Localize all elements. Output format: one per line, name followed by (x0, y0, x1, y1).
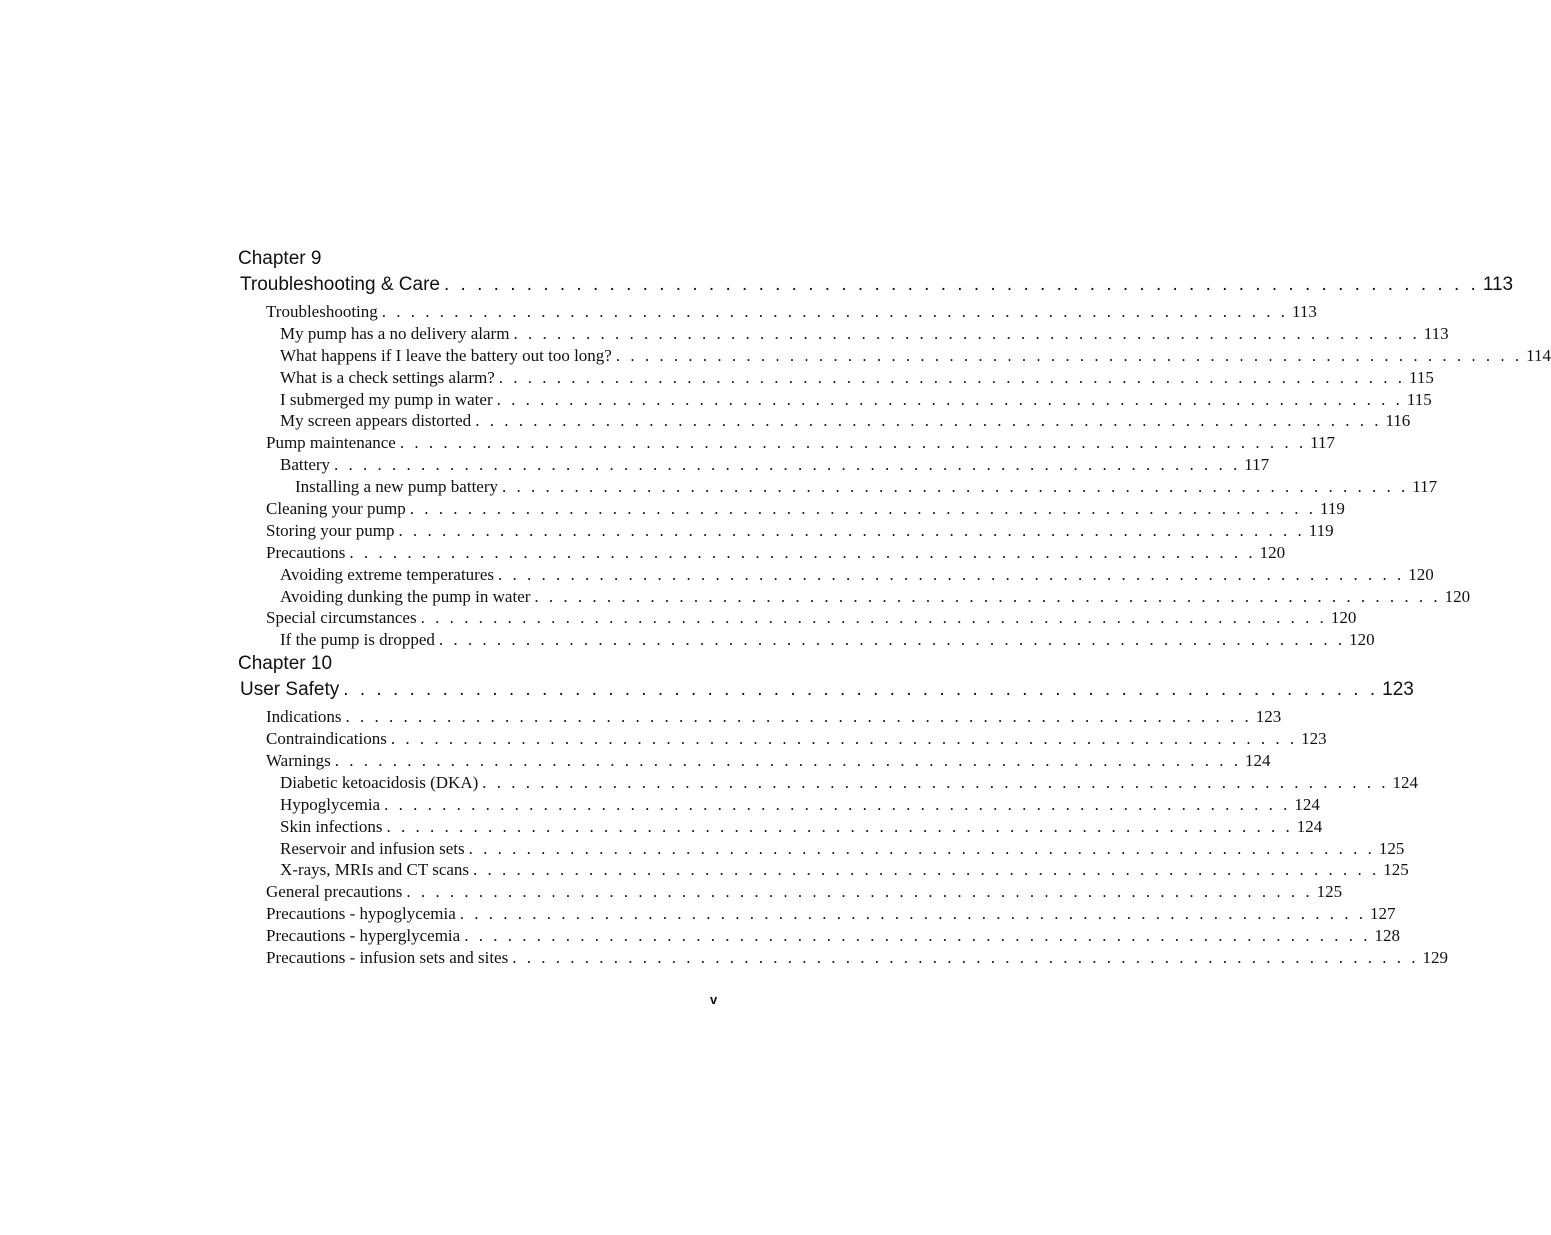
chapter-heading-page: 113 (1482, 274, 1514, 295)
toc-entry-title: Troubleshooting (266, 302, 378, 321)
toc-entry-title: Hypoglycemia (280, 794, 381, 814)
table-of-contents (238, 246, 1551, 969)
toc-entry-page: 123 (1255, 707, 1282, 727)
chapter-label: Chapter 9 (238, 248, 322, 269)
toc-entry-title: My pump has a no delivery alarm (280, 323, 510, 343)
toc-entry-title: What happens if I leave the battery out too long? (280, 345, 612, 365)
chapter-heading-title: Troubleshooting & Care (240, 274, 440, 295)
toc-entry-title: X-rays, MRIs and CT scans (280, 860, 470, 880)
toc-entry[interactable] (238, 859, 1409, 881)
dot-leader: . . . . . . . . . . . . . . . . . . . . . . . . . . . . . . . . . . . . . . . . . . . . . . . . . . . . . . . . . . . . . . . (438, 630, 1346, 650)
toc-entry-page: 117 (1412, 477, 1438, 497)
toc-entry-page: 124 (1392, 772, 1419, 792)
toc-entry[interactable] (238, 706, 1282, 728)
dot-leader: . . . . . . . . . . . . . . . . . . . . . . . . . . . . . . . . . . . . . . . . . . . . . . . . . . . . . . . . . . . . . . . (381, 302, 1289, 321)
toc-entry-title: Avoiding extreme temperatures (280, 564, 494, 584)
dot-leader: . . . . . . . . . . . . . . . . . . . . . . . . . . . . . . . . . . . . . . . . . . . . . . . . . . . . . . . . . . . . . . . (345, 707, 1252, 727)
toc-entry-title: Battery (280, 455, 331, 475)
dot-leader: . . . . . . . . . . . . . . . . . . . . . . . . . . . . . . . . . . . . . . . . . . . . . . . . . . . . . . . . . . . . . . . (399, 433, 1307, 453)
dot-leader: . . . . . . . . . . . . . . . . . . . . . . . . . . . . . . . . . . . . . . . . . . . . . . . . . . . . . . . . . . . . . . . (390, 729, 1298, 749)
toc-entry[interactable] (238, 432, 1335, 454)
toc-entry[interactable] (238, 750, 1271, 772)
toc-entry-page: 119 (1308, 520, 1334, 540)
chapter-label: Chapter 10 (238, 653, 333, 675)
toc-entry-title: Precautions - infusion sets and sites (266, 948, 509, 968)
toc-entry-title: Indications (266, 707, 342, 727)
toc-entry-title: Cleaning your pump (266, 499, 406, 519)
toc-entry-title: Skin infections (280, 816, 383, 836)
dot-leader: . . . . . . . . . . . . . . . . . . . . . . . . . . . . . . . . . . . . . . . . . . . . . . . . . . . . . . . . . . . . . . . (534, 586, 1441, 606)
toc-entry[interactable] (238, 520, 1334, 542)
toc-entry[interactable] (238, 564, 1434, 586)
dot-leader: . . . . . . . . . . . . . . . . . . . . . . . . . . . . . . . . . . . . . . . . . . . . . . . . . . . . . . . . . . . . . . . (334, 455, 1241, 475)
toc-entry[interactable] (238, 586, 1471, 608)
toc-entry-title: Storing your pump (266, 520, 395, 540)
toc-entry-title: If the pump is dropped (280, 630, 435, 650)
toc-entry-page: 128 (1374, 926, 1400, 946)
toc-entry[interactable] (238, 947, 1448, 969)
toc-entry-title: Contraindications (266, 729, 387, 749)
toc-entry[interactable] (238, 816, 1323, 838)
toc-entry-page: 120 (1408, 564, 1434, 584)
toc-entry[interactable] (238, 454, 1270, 476)
dot-leader: . . . . . . . . . . . . . . . . . . . . . . . . . . . . . . . . . . . . . . . . . . . . . . . . . . . . . . . . . . . . . . . (406, 882, 1313, 902)
toc-entry-page: 127 (1370, 904, 1396, 924)
dot-leader: . . . . . . . . . . . . . . . . . . . . . . . . . . . . . . . . . . . . . . . . . . . . . . . . . . . . . . . . . . . . . . . (498, 367, 1406, 387)
toc-entry-title: Installing a new pump battery (295, 477, 499, 497)
toc-entry-page: 119 (1320, 499, 1345, 519)
page-number: v (710, 992, 718, 1007)
dot-leader: . . . . . . . . . . . . . . . . . . . . . . . . . . . . . . . . . . . . . . . . . . . . . . . . . . . . . . . . . . . . . . . (349, 542, 1256, 562)
toc-entry-page: 117 (1310, 433, 1335, 453)
dot-leader: . . . . . . . . . . . . . . . . . . . . . . . . . . . . . . . . . . . . . . . . . . . . . . . . . . . . . . . . . . . . . . . (502, 477, 1409, 497)
toc-entry[interactable] (238, 476, 1438, 498)
toc-entry-page: 124 (1244, 751, 1271, 771)
toc-entry-title: Reservoir and infusion sets (280, 838, 465, 858)
dot-leader: . . . . . . . . . . . . . . . . . . . . . . . . . . . . . . . . . . . . . . . . . . . . . . . . . . . . . . . . . . . . . . . (386, 816, 1293, 836)
toc-entry-page: 117 (1244, 455, 1270, 475)
dot-leader: . . . . . . . . . . . . . . . . . . . . . . . . . . . . . . . . . . . . . . . . . . . . . . . . . . . . . . . . . . . . . . . (464, 926, 1371, 946)
toc-entry-page: 115 (1406, 389, 1432, 409)
toc-entry-page: 125 (1383, 860, 1409, 880)
toc-entry-title: What is a check settings alarm? (280, 367, 495, 387)
toc-entry-page: 116 (1385, 411, 1411, 431)
dot-leader: . . . . . . . . . . . . . . . . . . . . . . . . . . . . . . . . . . . . . . . . . . . . . . . . . . . . . . . . . . . . . . . (443, 274, 1479, 295)
toc-entry[interactable] (238, 498, 1345, 520)
chapter-heading-page: 123 (1382, 679, 1414, 701)
toc-entry-page: 115 (1409, 367, 1434, 387)
dot-leader: . . . . . . . . . . . . . . . . . . . . . . . . . . . . . . . . . . . . . . . . . . . . . . . . . . . . . . . . . . . . . . . (473, 860, 1380, 880)
dot-leader: . . . . . . . . . . . . . . . . . . . . . . . . . . . . . . . . . . . . . . . . . . . . . . . . . . . . . . . . . . . . . . . (409, 499, 1317, 519)
dot-leader: . . . . . . . . . . . . . . . . . . . . . . . . . . . . . . . . . . . . . . . . . . . . . . . . . . . . . . . . . . . . . . . (512, 948, 1419, 968)
chapter-heading[interactable] (238, 272, 1514, 298)
toc-entry-title: I submerged my pump in water (280, 389, 493, 409)
toc-entry-page: 113 (1423, 323, 1449, 343)
toc-entry-title: Special circumstances (266, 608, 417, 628)
toc-entry-title: Precautions - hyperglycemia (266, 926, 461, 946)
dot-leader: . . . . . . . . . . . . . . . . . . . . . . . . . . . . . . . . . . . . . . . . . . . . . . . . . . . . . . . . . . . . . . . (615, 345, 1523, 365)
toc-entry[interactable] (238, 323, 1449, 345)
dot-leader: . . . . . . . . . . . . . . . . . . . . . . . . . . . . . . . . . . . . . . . . . . . . . . . . . . . . . . . . . . . . . . . (334, 751, 1241, 771)
toc-entry[interactable] (238, 301, 1317, 323)
toc-entry-page: 124 (1296, 816, 1323, 836)
dot-leader: . . . . . . . . . . . . . . . . . . . . . . . . . . . . . . . . . . . . . . . . . . . . . . . . . . . . . . . . . . . . . . . (459, 904, 1367, 924)
toc-entry-page: 114 (1526, 345, 1551, 365)
toc-entry[interactable] (238, 629, 1375, 651)
toc-entry[interactable] (238, 794, 1320, 816)
dot-leader: . . . . . . . . . . . . . . . . . . . . . . . . . . . . . . . . . . . . . . . . . . . . . . . . . . . . . . . . . . . . . . . (420, 608, 1327, 628)
dot-leader: . . . . . . . . . . . . . . . . . . . . . . . . . . . . . . . . . . . . . . . . . . . . . . . . . . . . . . . . . . . . . . . (384, 794, 1291, 814)
toc-entry-page: 120 (1444, 586, 1471, 606)
toc-entry-page: 125 (1316, 882, 1343, 902)
toc-entry-title: General precautions (266, 882, 403, 902)
toc-entry[interactable] (238, 728, 1327, 750)
toc-entry[interactable] (238, 838, 1405, 860)
dot-leader: . . . . . . . . . . . . . . . . . . . . . . . . . . . . . . . . . . . . . . . . . . . . . . . . . . . . . . . . . . . . . . . (398, 520, 1305, 540)
toc-entry[interactable] (238, 881, 1343, 903)
toc-entry[interactable] (238, 607, 1357, 629)
dot-leader: . . . . . . . . . . . . . . . . . . . . . . . . . . . . . . . . . . . . . . . . . . . . . . . . . . . . . . . . . . . . . . . (468, 838, 1375, 858)
toc-entry-page: 123 (1301, 729, 1327, 749)
toc-entry-title: Warnings (266, 751, 331, 771)
toc-entry-page: 125 (1378, 838, 1405, 858)
toc-entry-title: Avoiding dunking the pump in water (280, 586, 531, 606)
toc-entry-page: 124 (1294, 794, 1320, 814)
chapter-heading[interactable] (238, 677, 1414, 703)
toc-entry-title: Precautions (266, 542, 346, 562)
toc-entry-page: 113 (1292, 302, 1317, 321)
toc-entry-title: My screen appears distorted (280, 411, 472, 431)
toc-entry-title: Pump maintenance (266, 433, 396, 453)
toc-entry[interactable] (238, 925, 1400, 947)
toc-entry[interactable] (238, 410, 1411, 432)
dot-leader: . . . . . . . . . . . . . . . . . . . . . . . . . . . . . . . . . . . . . . . . . . . . . . . . . . . . . . . . . . . . . . . (475, 411, 1382, 431)
dot-leader: . . . . . . . . . . . . . . . . . . . . . . . . . . . . . . . . . . . . . . . . . . . . . . . . . . . . . . . . . . . . . . . (496, 389, 1403, 409)
toc-entry[interactable] (238, 903, 1396, 925)
toc-entry[interactable] (238, 772, 1419, 794)
dot-leader: . . . . . . . . . . . . . . . . . . . . . . . . . . . . . . . . . . . . . . . . . . . . . . . . . . . . . . . . . . . . . . . (343, 679, 1379, 701)
toc-entry[interactable] (238, 542, 1286, 564)
dot-leader: . . . . . . . . . . . . . . . . . . . . . . . . . . . . . . . . . . . . . . . . . . . . . . . . . . . . . . . . . . . . . . . (482, 772, 1389, 792)
toc-entry-page: 120 (1330, 608, 1357, 628)
chapter-heading-title: User Safety (240, 679, 340, 701)
toc-entry-title: Precautions - hypoglycemia (266, 904, 456, 924)
dot-leader: . . . . . . . . . . . . . . . . . . . . . . . . . . . . . . . . . . . . . . . . . . . . . . . . . . . . . . . . . . . . . . . (513, 323, 1420, 343)
toc-entry[interactable] (238, 345, 1551, 367)
dot-leader: . . . . . . . . . . . . . . . . . . . . . . . . . . . . . . . . . . . . . . . . . . . . . . . . . . . . . . . . . . . . . . . (498, 564, 1405, 584)
toc-entry[interactable] (238, 367, 1434, 389)
toc-entry[interactable] (238, 389, 1432, 411)
toc-entry-page: 120 (1349, 630, 1375, 650)
toc-entry-page: 120 (1259, 542, 1286, 562)
toc-entry-page: 129 (1422, 948, 1448, 968)
toc-entry-title: Diabetic ketoacidosis (DKA) (280, 772, 479, 792)
